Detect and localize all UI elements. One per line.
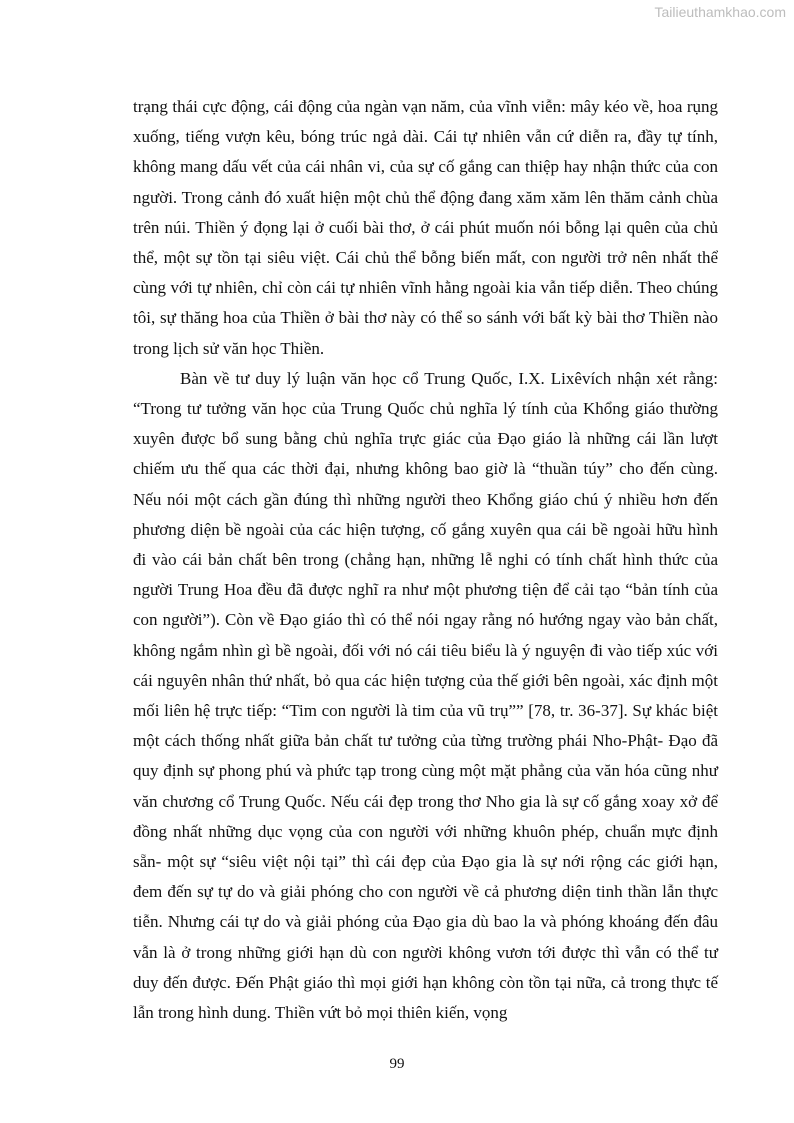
document-body — [133, 92, 718, 1028]
page-number: 99 — [389, 1056, 405, 1072]
paragraph-1: trạng thái cực động, cái động của ngàn vạn năm, của vĩnh viễn: mây kéo về, hoa rụng xuống, tiếng vượn kêu, bóng trúc ngả dài. Cái tự nhiên vẫn cứ diễn ra, đầy tự tính, không mang dấu vết của cái nhân vi, của sự cố gắng can thiệp hay nhận thức của con người. Trong cảnh đó xuất hiện một chủ thể động đang xăm xăm lên thăm cảnh chùa trên núi. Thiền ý đọng lại ở cuối bài thơ, ở cái phút muốn nói bỗng lại quên của chủ thể, một sự tồn tại siêu việt. Cái chủ thể bỗng biến mất, con người trở nên nhất thể cùng với tự nhiên, chỉ còn cái tự nhiên vĩnh hằng ngoài kia vẫn tiếp diễn. Theo chúng tôi, sự thăng hoa của Thiền ở bài thơ này có thể so sánh với bất kỳ bài thơ Thiền nào trong lịch sử văn học Thiền. — [133, 97, 718, 358]
watermark-text: Tailieuthamkhao.com — [654, 4, 786, 20]
paragraph-2: Bàn về tư duy lý luận văn học cổ Trung Quốc, I.X. Lixêvích nhận xét rằng: “Trong tư tưởng văn học của Trung Quốc chủ nghĩa lý tính của Khổng giáo thường xuyên được bổ sung bằng chủ nghĩa trực giác của Đạo giáo là những cái lần lượt chiếm ưu thế qua các thời đại, nhưng không bao giờ là “thuần túy” cho đến cùng. Nếu nói một cách gần đúng thì những người theo Khổng giáo chú ý nhiều hơn đến phương diện bề ngoài của các hiện tượng, cố gắng xuyên qua cái bề ngoài hữu hình đi vào cái bản chất bên trong (chẳng hạn, những lễ nghi có tính chất hình thức của người Trung Hoa đều đã được nghĩ ra như một phương tiện để cải tạo “bản tính của con người”). Còn về Đạo giáo thì có thể nói ngay rằng nó hướng ngay vào bản chất, không ngắm nhìn gì bề ngoài, đối với nó cái tiêu biểu là ý nguyện đi vào tiếp xúc với cái nguyên nhân thứ nhất, bỏ qua các hiện tượng của thế giới bên ngoài, xác định một mối liên hệ trực tiếp: “Tim con người là tim của vũ trụ”” [78, tr. 36-37]. Sự khác biệt một cách thống nhất giữa bản chất tư tưởng của từng trường phái Nho-Phật- Đạo đã quy định sự phong phú và phức tạp trong cùng một mặt phẳng của văn hóa cũng như văn chương cổ Trung Quốc. Nếu cái đẹp trong thơ Nho gia là sự cố gắng xoay xở để đồng nhất những dục vọng của con người với những khuôn phép, chuẩn mực định sẵn- một sự “siêu việt nội tại” thì cái đẹp của Đạo gia là sự nới rộng các giới hạn, đem đến sự tự do và giải phóng cho con người về cả phương diện tinh thần lẫn thực tiễn. Nhưng cái tự do và giải phóng của Đạo gia dù bao la và phóng khoáng đến đâu vẫn là ở trong những giới hạn dù con người không vươn tới được thì vẫn có thể tư duy đến được. Đến Phật giáo thì mọi giới hạn không còn tồn tại nữa, cả trong thực tế lẫn trong hình dung. Thiền vứt bỏ mọi thiên kiến, vọng — [133, 368, 718, 1023]
